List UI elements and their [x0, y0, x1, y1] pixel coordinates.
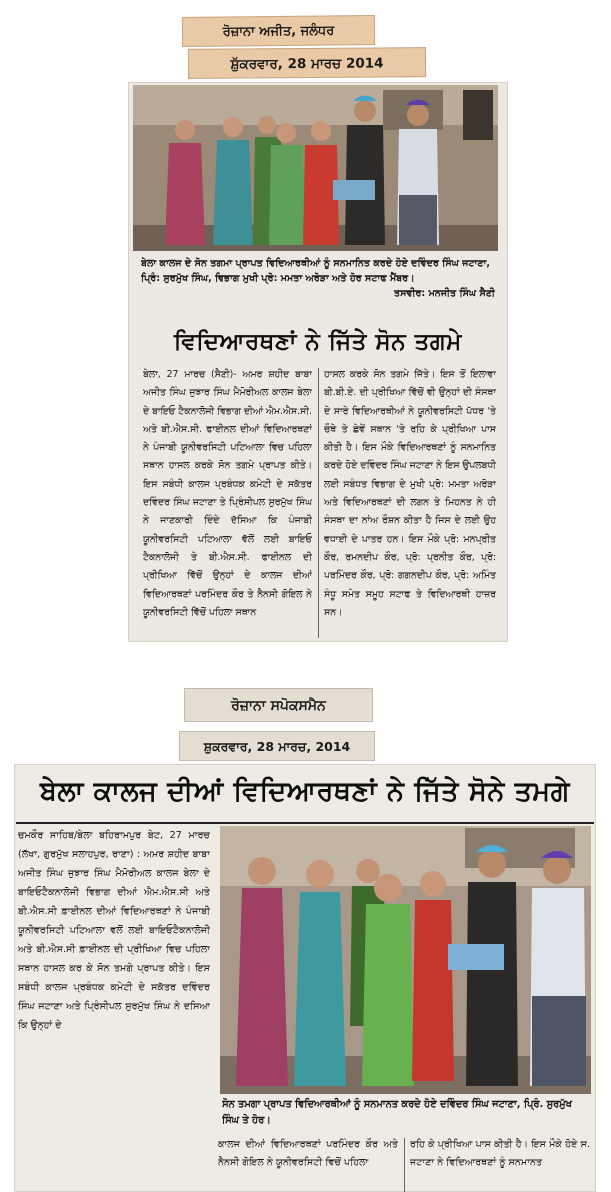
article-continuation-right: ਰਹਿ ਕੇ ਪ੍ਰੀਖਿਆ ਪਾਸ ਕੀਤੀ ਹੈ। ਇਸ ਮੌਕੇ ਹੋਏ ਸ. ਜਟਾਣਾ ਨੇ ਵਿਦਿਆਰਥਣਾਂ ਨੂੰ ਸਨਮਾਨਤ — [410, 1139, 590, 1168]
column-divider — [404, 1138, 405, 1192]
article-column-left: ਚਮਕੌਰ ਸਾਹਿਬ/ਬੇਲਾ ਬਹਿਰਾਮਪੁਰ ਬੇਟ, 27 ਮਾਰਚ (ਲੱਖਾ, ਗੁਰਮੁੱਖ ਸਲਾਹਪੁਰ, ਰਾਣਾ) : ਅਮਰ ਸ਼ਹੀਦ ਬਾਬਾ ਅਜੀਤ ਸਿੰਘ ਜੁਝਾਰ ਸਿੰਘ ਮੈਮੋਰੀਅਲ ਕਾਲਜ ਬੇਲਾ ਦੇ ਬਾਇਓਟੈਕਨਾਲੋਜੀ ਵਿਭਾਗ ਦੀਆਂ ਐਮ.ਐਸ.ਸੀ ਅਤੇ ਬੀ.ਐਸ.ਸੀ ਫ਼ਾਈਨਲ ਦੀਆਂ ਵਿਦਿਆਰਥਣਾਂ ਨੇ ਪੰਜਾਬੀ ਯੂਨੀਵਰਸਿਟੀ ਪਟਿਆਲਾ ਵਲੋਂ ਲਈ ਬਾਇਓਟੈਕਨਾਲੋਜੀ ਅਤੇ ਬੀ.ਐਸ.ਸੀ ਫ਼ਾਈਨਲ ਦੀ ਪ੍ਰੀਖਿਆ ਵਿਚ ਪਹਿਲਾ ਸਥਾਨ ਹਾਸਲ ਕਰ ਕੇ ਸੋਨ ਤਮਗੇ ਪ੍ਰਾਪਤ ਕੀਤੇ। ਇਸ ਸਬੰਧੀ ਕਾਲਜ ਪ੍ਰਬੰਧਕ ਕਮੇਟੀ ਦੇ ਸਕੱਤਰ ਦਵਿੰਦਰ ਸਿੰਘ ਜਟਾਣਾ ਅਤੇ ਪ੍ਰਿੰਸੀਪਲ ਸੁਰਮੁੱਖ ਸਿੰਘ ਨੇ ਦਸਿਆ ਕਿ ਉਨ੍ਹਾਂ ਦੇ — [18, 830, 210, 1031]
photo-caption: ਸੋਨ ਤਮਗਾ ਪ੍ਰਾਪਤ ਵਿਦਿਆਰਥੀਆਂ ਨੂੰ ਸਨਮਾਨਤ ਕਰਦੇ ਹੋਏ ਦਵਿੰਦਰ ਸਿੰਘ ਜਟਾਣਾ, ਪ੍ਰਿੰ. ਸੁਰਮੁੱਖ ਸਿੰਘ ਤੇ ਹੋਰ। — [222, 1099, 572, 1126]
article-continuation-left: ਕਾਲਜ ਦੀਆਂ ਵਿਦਿਆਰਥਣਾਂ ਪਰਮਿੰਦਰ ਕੌਰ ਅਤੇ ਨੈਨਸੀ ਗੋਇਲ ਨੇ ਯੂਨੀਵਰਸਿਟੀ ਵਿਚੋਂ ਪਹਿਲਾ — [218, 1139, 398, 1168]
award-ceremony-photo — [133, 85, 498, 251]
article-column-left: ਬੇਲਾ, 27 ਮਾਰਚ (ਸੈਣੀ)- ਅਮਰ ਸ਼ਹੀਦ ਬਾਬਾ ਅਜੀਤ ਸਿੰਘ ਜੁਝਾਰ ਸਿੰਘ ਮੈਮੋਰੀਅਲ ਕਾਲਜ ਬੇਲਾ ਦੇ ਬਾਇਓ ਟੈਕਨਾਲੋਜੀ ਵਿਭਾਗ ਦੀਆਂ ਐਮ.ਐਸ.ਸੀ. ਅਤੇ ਬੀ.ਐਸ.ਸੀ. ਫਾਈਨਲ ਦੀਆਂ ਵਿਦਿਆਰਥਣਾਂ ਨੇ ਪੰਜਾਬੀ ਯੂਨੀਵਰਸਿਟੀ ਪਟਿਆਲਾ ਵਿਚ ਪਹਿਲਾ ਸਥਾਨ ਹਾਸਲ ਕਰਕੇ ਸੋਨ ਤਗਮੇ ਪ੍ਰਾਪਤ ਕੀਤੇ। ਇਸ ਸਬੰਧੀ ਕਾਲਜ ਪ੍ਰਬੰਧਕ ਕਮੇਟੀ ਦੇ ਸਕੱਤਰ ਦਵਿੰਦਰ ਸਿੰਘ ਜਟਾਣਾ ਤੇ ਪ੍ਰਿੰਸੀਪਲ ਸੁਰਮੁੱਖ ਸਿੰਘ ਨੇ ਜਾਣਕਾਰੀ ਦਿੰਦੇ ਦੱਸਿਆ ਕਿ ਪੰਜਾਬੀ ਯੂਨੀਵਰਸਿਟੀ ਪਟਿਆਲਾ ਵੱਲੋਂ ਲਈ ਬਾਇਓ ਟੈਕਨਾਲੋਜੀ ਤੇ ਬੀ.ਐਸ.ਸੀ. ਫਾਈਨਲ ਦੀ ਪ੍ਰੀਖਿਆ ਵਿੱਚੋਂ ਉਨ੍ਹਾਂ ਦੇ ਕਾਲਜ ਦੀਆਂ ਵਿਦਿਆਰਥਣਾਂ ਪਰਮਿੰਦਰ ਕੌਰ ਤੇ ਨੈਨਸੀ ਗੋਇਲ ਨੇ ਯੂਨੀਵਰਸਿਟੀ ਵਿੱਚੋਂ ਪਹਿਲਾ ਸਥਾਨ — [143, 369, 312, 618]
photo-caption — [141, 256, 495, 316]
award-ceremony-photo — [220, 826, 591, 1094]
article-headline: ਬੇਲਾ ਕਾਲਜ ਦੀਆਂ ਵਿਦਿਆਰਥਣਾਂ ਨੇ ਜਿੱਤੇ ਸੋਨੇ ਤਮਗੇ — [40, 776, 570, 807]
newspaper-name-label: ਰੋਜ਼ਾਨਾ ਅਜੀਤ, ਜਲੰਧਰ — [182, 15, 375, 47]
column-divider — [318, 368, 319, 638]
publication-date-label: ਸ਼ੁੱਕਰਵਾਰ, 28 ਮਾਰਚ 2014 — [188, 47, 426, 79]
article-headline: ਵਿਦਿਆਰਥਣਾਂ ਨੇ ਜਿੱਤੇ ਸੋਨ ਤਗਮੇ — [174, 329, 462, 355]
photo-illustration — [133, 85, 498, 251]
photo-credit: ਤਸਵੀਰ: ਮਨਜੀਤ ਸਿੰਘ ਸੈਣੀ — [394, 288, 495, 299]
caption-text: ਬੇਲਾ ਕਾਲਜ ਦੇ ਸੋਨ ਤਗਮਾ ਪ੍ਰਾਪਤ ਵਿਦਿਆਰਥੀਆਂ ਨੂੰ ਸਨਮਾਨਿਤ ਕਰਦੇ ਹੋਏ ਦਵਿੰਦਰ ਸਿੰਘ ਜਟਾਣਾ, ਪ੍ਰਿੰ: ਸੁਰਮੁੱਖ ਸਿੰਘ, ਵਿਭਾਗ ਮੁਖੀ ਪ੍ਰੋ: ਮਮਤਾ ਅਰੋੜਾ ਅਤੇ ਹੋਰ ਸਟਾਫ ਮੈਂਬਰ। — [141, 258, 491, 284]
newspaper-name-label: ਰੋਜ਼ਾਨਾ ਸਪੋਕਸਮੈਨ — [184, 688, 373, 722]
article-column-right: ਹਾਸਲ ਕਰਕੇ ਸੋਨ ਤਗਮੇ ਜਿੱਤੇ। ਇਸ ਤੋਂ ਇਲਾਵਾ ਬੀ.ਬੀ.ਏ. ਦੀ ਪ੍ਰੀਖਿਆ ਵਿੱਚੋਂ ਵੀ ਉਨ੍ਹਾਂ ਦੀ ਸੰਸਥਾ ਦੇ ਸਾਰੇ ਵਿਦਿਆਰਥੀਆਂ ਨੇ ਯੂਨੀਵਰਸਿਟੀ ਪੱਧਰ 'ਤੇ ਚੌਥੇ ਤੇ ਛੇਵੇਂ ਸਥਾਨ 'ਤੇ ਰਹਿ ਕੇ ਪ੍ਰੀਖਿਆ ਪਾਸ ਕੀਤੀ ਹੈ। ਇਸ ਮੌਕੇ ਵਿਦਿਆਰਥਣਾਂ ਨੂੰ ਸਨਮਾਨਿਤ ਕਰਦੇ ਹੋਏ ਦਵਿੰਦਰ ਸਿੰਘ ਜਟਾਣਾ ਨੇ ਇਸ ਉਪਲਬਧੀ ਲਈ ਸਬੰਧਤ ਵਿਭਾਗ ਦੇ ਮੁਖੀ ਪ੍ਰੋ: ਮਮਤਾ ਅਰੋੜਾ ਅਤੇ ਵਿਦਿਆਰਥਣਾਂ ਦੀ ਲਗਨ ਤੇ ਮਿਹਨਤ ਨੇ ਹੀ ਸੰਸਥਾ ਦਾ ਨਾਂਅ ਰੌਸ਼ਨ ਕੀਤਾ ਹੈ ਜਿਸ ਦੇ ਲਈ ਉਹ ਵਧਾਈ ਦੇ ਪਾਤਰ ਹਨ। ਇਸ ਮੌਕੇ ਪ੍ਰੋ: ਮਨਪ੍ਰੀਤ ਕੌਰ, ਰਮਨਦੀਪ ਕੌਰ, ਪ੍ਰੋ: ਪ੍ਰਨੀਤ ਕੌਰ, ਪ੍ਰੋ: ਪਰਮਿੰਦਰ ਕੌਰ, ਪ੍ਰੋ: ਗਗਨਦੀਪ ਕੌਰ, ਪ੍ਰੋ: ਅਮਿੰਤ ਸੰਧੂ ਸਮੇਤ ਸਮੂਹ ਸਟਾਫ ਤੇ ਵਿਦਿਆਰਥੀ ਹਾਜ਼ਰ ਸਨ। — [324, 369, 496, 618]
headline-rule — [16, 822, 594, 824]
publication-date-label: ਸ਼ੁਕਰਵਾਰ, 28 ਮਾਰਚ, 2014 — [179, 731, 375, 761]
photo-illustration — [220, 826, 591, 1094]
